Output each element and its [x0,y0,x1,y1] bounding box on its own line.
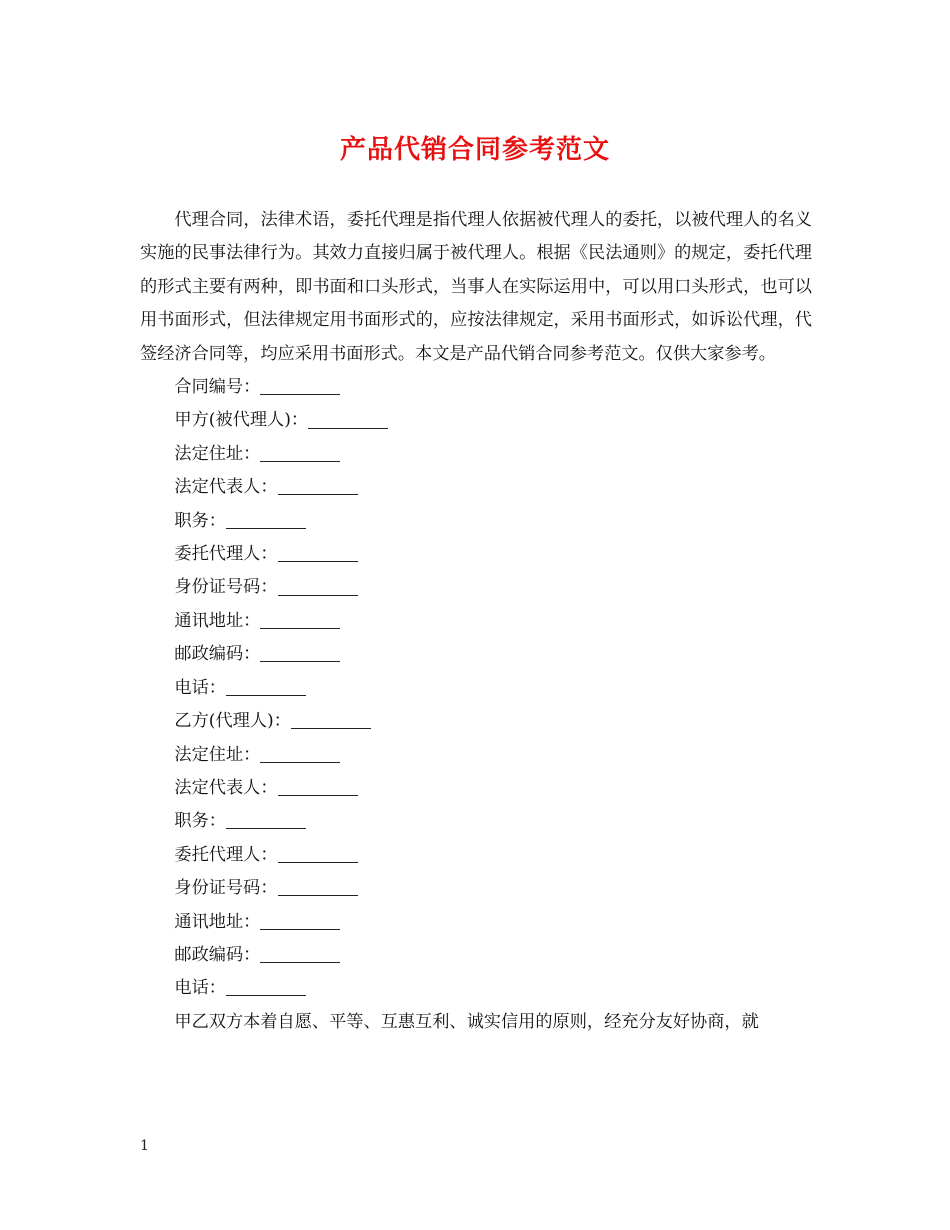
field-label: 甲方(被代理人)： [174,410,309,431]
fill-blank [260,377,340,395]
field-party-a-agent [140,538,812,571]
field-party-b-postcode [140,939,812,972]
field-party-b [140,705,812,738]
fill-blank [226,678,306,696]
intro-paragraph: 代理合同，法律术语，委托代理是指代理人依据被代理人的委托，以被代理人的名义实施的民事法律行为。其效力直接归属于被代理人。根据《民法通则》的规定，委托代理的形式主要有两种，即书面和口头形式，当事人在实际运用中，可以用口头形式，也可以用书面形式，但法律规定用书面形式的，应按法律规定，采用书面形式，如诉讼代理，代签经济合同等，均应采用书面形式。本文是产品代销合同参考范文。仅供大家参考。 [140,210,812,364]
field-party-b-legal-rep [140,772,812,805]
field-party-b-agent [140,839,812,872]
fill-blank [226,978,306,996]
field-party-b-position [140,805,812,838]
field-label: 通讯地址： [174,610,261,631]
field-label: 法定住址： [174,744,261,765]
fill-blank [278,778,358,796]
fill-blank [278,577,358,595]
fill-blank [278,477,358,495]
fill-blank [260,611,340,629]
field-label: 职务： [174,811,226,832]
fill-blank [260,945,340,963]
field-label: 法定代表人： [174,777,278,798]
page-number: 1 [140,1138,149,1154]
field-label: 电话： [174,978,226,999]
fill-blank [260,744,340,762]
document-body [140,204,812,1039]
fill-blank [260,911,340,929]
field-label: 法定住址： [174,443,261,464]
field-party-a [140,404,812,437]
field-contract-number [140,371,812,404]
fill-blank [260,444,340,462]
field-label: 委托代理人： [174,844,278,865]
field-party-a-postcode [140,638,812,671]
field-label: 职务： [174,510,226,531]
field-party-a-phone [140,672,812,705]
field-label: 邮政编码： [174,644,261,665]
fill-blank [278,845,358,863]
field-party-b-address [140,739,812,772]
document-title: 产品代销合同参考范文 [339,135,610,165]
fill-blank [278,544,358,562]
closing-paragraph: 甲乙双方本着自愿、平等、互惠互利、诚实信用的原则，经充分友好协商，就 [174,1011,759,1032]
field-party-b-mail-address [140,906,812,939]
fill-blank [308,410,388,428]
field-label: 身份证号码： [174,577,278,598]
fill-blank [278,878,358,896]
field-party-a-legal-rep [140,471,812,504]
field-label: 法定代表人： [174,477,278,498]
fill-blank [226,511,306,529]
field-party-a-address [140,438,812,471]
field-label: 身份证号码： [174,878,278,899]
field-label: 委托代理人： [174,544,278,565]
field-party-a-id-number [140,571,812,604]
field-party-b-id-number [140,872,812,905]
field-label: 邮政编码： [174,944,261,965]
field-label: 乙方(代理人)： [174,711,291,732]
field-party-a-mail-address [140,605,812,638]
fill-blank [226,811,306,829]
field-label: 电话： [174,677,226,698]
field-label: 通讯地址： [174,911,261,932]
field-label: 合同编号： [174,377,261,398]
field-party-b-phone [140,972,812,1005]
fill-blank [291,711,371,729]
field-party-a-position [140,505,812,538]
fill-blank [260,644,340,662]
